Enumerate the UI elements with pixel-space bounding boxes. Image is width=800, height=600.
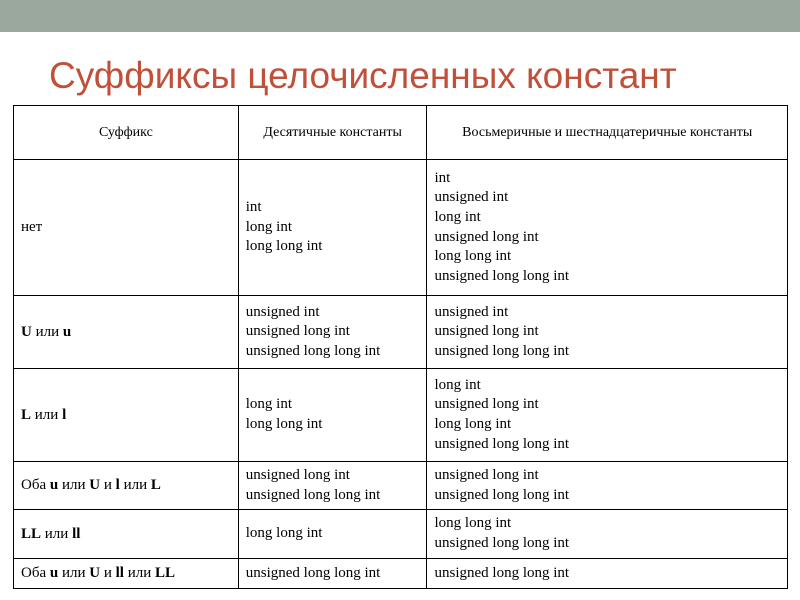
octal-hex-types-cell	[427, 510, 788, 559]
suffix-table	[13, 105, 788, 589]
type-line: unsigned long int	[245, 466, 350, 483]
type-line: unsigned long int	[434, 396, 539, 413]
suffix-segment: L	[150, 477, 161, 493]
suffix-segment: ll	[115, 565, 124, 581]
type-line: long long int	[245, 238, 323, 255]
type-line: unsigned long long int	[434, 486, 570, 503]
suffix-segment: или	[119, 477, 151, 493]
decimal-types-cell	[238, 369, 427, 462]
type-line: unsigned long long int	[434, 342, 570, 359]
header-decimal: Десятичные константы	[238, 106, 427, 160]
suffix-segment: или	[31, 406, 63, 423]
type-line: long long int	[245, 525, 323, 542]
suffix-segment: Оба	[21, 565, 50, 581]
suffix-segment: и	[100, 477, 116, 493]
suffix-segment: L	[21, 406, 32, 423]
decimal-types-cell	[238, 160, 427, 296]
suffix-segment: или	[58, 565, 90, 581]
suffix-cell	[14, 462, 239, 510]
suffix-segment: или	[58, 477, 90, 493]
suffix-cell	[14, 296, 239, 369]
suffix-segment: ll	[72, 525, 81, 542]
suffix-segment: LL	[155, 565, 176, 581]
top-accent-bar	[0, 0, 800, 32]
suffix-segment: l	[62, 406, 67, 423]
type-line: long int	[434, 376, 481, 393]
table-row	[14, 296, 788, 369]
suffix-segment: или	[123, 565, 156, 581]
type-line: unsigned long long int	[245, 486, 381, 503]
octal-hex-types-cell	[427, 369, 788, 462]
decimal-types-cell	[238, 296, 427, 369]
suffix-segment: или	[31, 323, 63, 340]
suffix-segment: l	[115, 477, 120, 493]
type-line: unsigned long long int	[245, 342, 381, 359]
type-line: unsigned long long int	[434, 267, 570, 284]
suffix-cell	[14, 160, 239, 296]
table-row	[14, 462, 788, 510]
slide-title: Суффиксы целочисленных констант	[49, 55, 677, 96]
suffix-segment: u	[62, 323, 72, 340]
suffix-segment: U	[21, 323, 32, 340]
table-row	[14, 559, 788, 589]
type-line: unsigned long int	[434, 466, 539, 483]
octal-hex-types-cell	[427, 160, 788, 296]
decimal-types-cell	[238, 510, 427, 559]
suffix-segment: нет	[21, 219, 43, 235]
suffix-segment: u	[49, 477, 59, 493]
header-suffix: Суффикс	[14, 106, 239, 160]
suffix-segment: U	[89, 565, 101, 581]
type-line: int	[245, 199, 262, 216]
suffix-segment: U	[89, 477, 101, 493]
type-line: unsigned long long int	[434, 535, 570, 551]
type-line: unsigned int	[434, 303, 509, 320]
type-line: unsigned int	[434, 189, 509, 206]
table-body	[14, 160, 788, 589]
table-row	[14, 160, 788, 296]
suffix-cell	[14, 559, 239, 589]
octal-hex-types-cell	[427, 462, 788, 510]
type-line: unsigned int	[245, 303, 320, 320]
type-line: long long int	[434, 515, 512, 532]
suffix-cell	[14, 369, 239, 462]
type-line: unsigned long long int	[434, 435, 570, 452]
suffix-segment: или	[41, 525, 73, 542]
header-octal-hex: Восьмеричные и шестнадцатеричные константы	[427, 106, 788, 160]
type-line: unsigned long int	[434, 323, 539, 340]
suffix-segment: и	[100, 565, 116, 581]
table-row	[14, 369, 788, 462]
suffix-cell	[14, 510, 239, 559]
type-line: int	[434, 169, 451, 186]
suffix-segment: u	[49, 565, 59, 581]
decimal-types-cell	[238, 462, 427, 510]
type-line: long int	[434, 208, 481, 225]
type-line: unsigned long long int	[245, 564, 381, 581]
type-line: unsigned long int	[245, 323, 350, 340]
type-line: long int	[245, 396, 293, 413]
type-line: long long int	[434, 248, 512, 265]
table-row	[14, 510, 788, 559]
suffix-segment: LL	[21, 525, 42, 542]
type-line: long long int	[245, 416, 323, 432]
decimal-types-cell	[238, 559, 427, 589]
type-line: long int	[245, 218, 293, 235]
octal-hex-types-cell	[427, 559, 788, 589]
octal-hex-types-cell	[427, 296, 788, 369]
type-line: unsigned long long int	[434, 564, 570, 581]
type-line: long long int	[434, 416, 512, 432]
type-line: unsigned long int	[434, 228, 539, 245]
table-header-row	[14, 106, 788, 160]
suffix-segment: Оба	[21, 477, 50, 493]
